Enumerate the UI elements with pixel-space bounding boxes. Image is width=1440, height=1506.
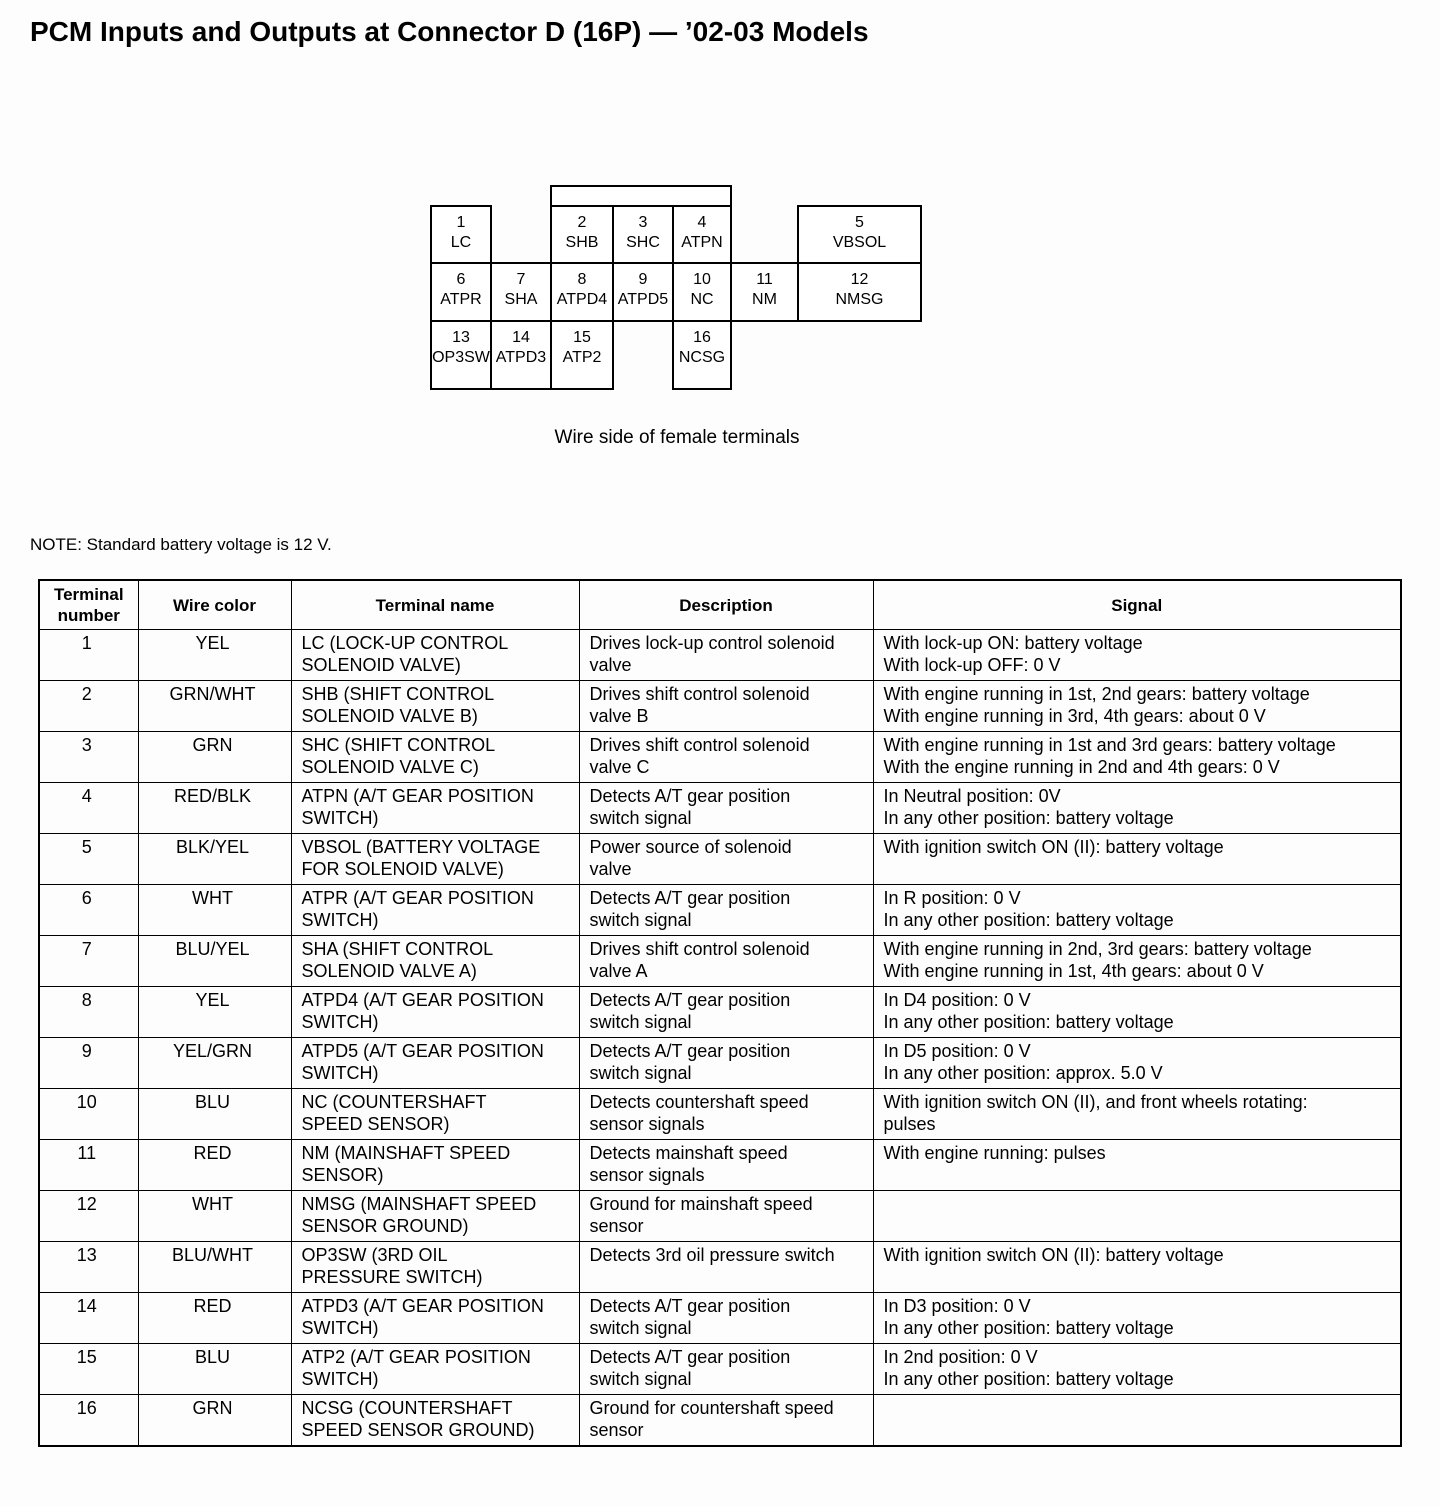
column-header: Terminal name xyxy=(291,580,579,630)
table-row xyxy=(39,630,1401,681)
cell-description: Detects A/T gear position switch signal xyxy=(579,987,873,1038)
cell-terminal-name: VBSOL (BATTERY VOLTAGE FOR SOLENOID VALVE) xyxy=(291,834,579,885)
connector-pin-15 xyxy=(550,320,614,390)
cell-wire-color: WHT xyxy=(138,885,291,936)
cell-description: Detects countershaft speed sensor signals xyxy=(579,1089,873,1140)
pin-label: ATP2 xyxy=(562,349,602,366)
table-row xyxy=(39,783,1401,834)
pin-number: 13 xyxy=(452,329,470,346)
connector-pin-16 xyxy=(672,320,732,390)
terminal-table xyxy=(38,579,1402,1447)
pin-label: SHA xyxy=(504,291,538,308)
cell-terminal-number: 12 xyxy=(39,1191,138,1242)
terminal-table-head xyxy=(39,580,1401,630)
cell-wire-color: RED/BLK xyxy=(138,783,291,834)
page-title: PCM Inputs and Outputs at Connector D (16P) — ’02-03 Models xyxy=(30,16,869,47)
signal-line: In any other position: battery voltage xyxy=(883,1369,1174,1389)
cell-wire-color: GRN xyxy=(138,1395,291,1447)
cell-terminal-name: SHA (SHIFT CONTROL SOLENOID VALVE A) xyxy=(291,936,579,987)
battery-voltage-note: NOTE: Standard battery voltage is 12 V. xyxy=(30,535,332,554)
connector-pin-7 xyxy=(490,262,552,322)
header-row xyxy=(39,580,1401,630)
cell-signal xyxy=(873,1395,1401,1447)
cell-terminal-number: 8 xyxy=(39,987,138,1038)
connector-pin-13 xyxy=(430,320,492,390)
cell-description: Power source of solenoid valve xyxy=(579,834,873,885)
cell-wire-color: BLU xyxy=(138,1089,291,1140)
cell-description: Drives shift control solenoid valve B xyxy=(579,681,873,732)
pin-number: 4 xyxy=(697,214,707,231)
connector-pin-4 xyxy=(672,205,732,264)
cell-wire-color: BLU xyxy=(138,1344,291,1395)
signal-line: With engine running in 1st, 2nd gears: battery voltage xyxy=(883,684,1310,704)
signal-line: With ignition switch ON (II), and front wheels rotating: pulses xyxy=(883,1092,1308,1134)
signal-line: With engine running: pulses xyxy=(883,1143,1106,1163)
cell-terminal-number: 6 xyxy=(39,885,138,936)
cell-terminal-number: 1 xyxy=(39,630,138,681)
cell-wire-color: BLK/YEL xyxy=(138,834,291,885)
cell-signal xyxy=(873,732,1401,783)
cell-terminal-name: ATPD4 (A/T GEAR POSITION SWITCH) xyxy=(291,987,579,1038)
cell-terminal-name: SHB (SHIFT CONTROL SOLENOID VALVE B) xyxy=(291,681,579,732)
cell-terminal-name: ATPD5 (A/T GEAR POSITION SWITCH) xyxy=(291,1038,579,1089)
connector-pin-3 xyxy=(612,205,674,264)
pin-number: 9 xyxy=(638,271,648,288)
signal-line: With ignition switch ON (II): battery voltage xyxy=(883,1245,1224,1265)
signal-line: With lock-up OFF: 0 V xyxy=(883,655,1061,675)
cell-terminal-number: 14 xyxy=(39,1293,138,1344)
signal-line: With engine running in 2nd, 3rd gears: battery voltage xyxy=(883,939,1312,959)
pin-label: LC xyxy=(450,234,472,251)
cell-description: Drives shift control solenoid valve C xyxy=(579,732,873,783)
cell-terminal-number: 15 xyxy=(39,1344,138,1395)
pin-number: 8 xyxy=(577,271,587,288)
cell-terminal-number: 3 xyxy=(39,732,138,783)
cell-wire-color: RED xyxy=(138,1140,291,1191)
cell-wire-color: GRN/WHT xyxy=(138,681,291,732)
table-row xyxy=(39,1344,1401,1395)
cell-signal xyxy=(873,1344,1401,1395)
table-row xyxy=(39,1140,1401,1191)
cell-description: Ground for mainshaft speed sensor xyxy=(579,1191,873,1242)
cell-terminal-name: ATPR (A/T GEAR POSITION SWITCH) xyxy=(291,885,579,936)
signal-line: With engine running in 3rd, 4th gears: about 0 V xyxy=(883,706,1266,726)
signal-line: In any other position: battery voltage xyxy=(883,1318,1174,1338)
cell-terminal-name: OP3SW (3RD OIL PRESSURE SWITCH) xyxy=(291,1242,579,1293)
pin-number: 1 xyxy=(456,214,466,231)
column-header: Description xyxy=(579,580,873,630)
connector-diagram xyxy=(430,185,924,390)
signal-line: In D3 position: 0 V xyxy=(883,1296,1031,1316)
connector-pin-2 xyxy=(550,205,614,264)
cell-terminal-name: SHC (SHIFT CONTROL SOLENOID VALVE C) xyxy=(291,732,579,783)
connector-pin-6 xyxy=(430,262,492,322)
connector-pin-11 xyxy=(730,262,799,322)
signal-line: With the engine running in 2nd and 4th gears: 0 V xyxy=(883,757,1280,777)
cell-description: Ground for countershaft speed sensor xyxy=(579,1395,873,1447)
pin-number: 7 xyxy=(516,271,526,288)
pin-number: 16 xyxy=(693,329,711,346)
cell-terminal-name: ATP2 (A/T GEAR POSITION SWITCH) xyxy=(291,1344,579,1395)
pin-number: 14 xyxy=(512,329,530,346)
cell-terminal-number: 13 xyxy=(39,1242,138,1293)
signal-line: In R position: 0 V xyxy=(883,888,1021,908)
column-header: Signal xyxy=(873,580,1401,630)
table-row xyxy=(39,885,1401,936)
cell-description: Detects 3rd oil pressure switch xyxy=(579,1242,873,1293)
cell-description: Detects A/T gear position switch signal xyxy=(579,1038,873,1089)
pin-number: 3 xyxy=(638,214,648,231)
signal-line: With engine running in 1st and 3rd gears: battery voltage xyxy=(883,735,1336,755)
pin-label: ATPD3 xyxy=(495,349,547,366)
cell-terminal-number: 11 xyxy=(39,1140,138,1191)
cell-signal xyxy=(873,1038,1401,1089)
cell-terminal-name: ATPN (A/T GEAR POSITION SWITCH) xyxy=(291,783,579,834)
signal-line: In any other position: battery voltage xyxy=(883,910,1174,930)
pin-label: ATPD4 xyxy=(556,291,608,308)
connector-pin-10 xyxy=(672,262,732,322)
cell-terminal-number: 9 xyxy=(39,1038,138,1089)
cell-wire-color: YEL/GRN xyxy=(138,1038,291,1089)
pin-label: ATPN xyxy=(681,234,723,251)
signal-line: With ignition switch ON (II): battery voltage xyxy=(883,837,1224,857)
table-row xyxy=(39,1395,1401,1447)
pin-label: NC xyxy=(690,291,714,308)
pin-label: NMSG xyxy=(835,291,884,308)
cell-description: Detects A/T gear position switch signal xyxy=(579,1344,873,1395)
cell-wire-color: YEL xyxy=(138,630,291,681)
table-row xyxy=(39,987,1401,1038)
pin-label: SHB xyxy=(565,234,599,251)
connector-pin-12 xyxy=(797,262,922,322)
cell-signal xyxy=(873,834,1401,885)
cell-description: Detects A/T gear position switch signal xyxy=(579,783,873,834)
cell-signal xyxy=(873,1242,1401,1293)
cell-signal xyxy=(873,987,1401,1038)
cell-terminal-number: 10 xyxy=(39,1089,138,1140)
cell-signal xyxy=(873,681,1401,732)
cell-signal xyxy=(873,1191,1401,1242)
pin-number: 5 xyxy=(855,214,864,231)
cell-description: Drives lock-up control solenoid valve xyxy=(579,630,873,681)
cell-wire-color: YEL xyxy=(138,987,291,1038)
connector-pin-8 xyxy=(550,262,614,322)
signal-line: In D4 position: 0 V xyxy=(883,990,1031,1010)
cell-wire-color: RED xyxy=(138,1293,291,1344)
cell-description: Detects A/T gear position switch signal xyxy=(579,1293,873,1344)
column-header: Terminal number xyxy=(39,580,138,630)
cell-signal xyxy=(873,1293,1401,1344)
pin-number: 12 xyxy=(850,271,869,288)
table-row xyxy=(39,1089,1401,1140)
pin-label: OP3SW xyxy=(432,349,490,366)
connector-pin-14 xyxy=(490,320,552,390)
cell-terminal-number: 5 xyxy=(39,834,138,885)
signal-line: In any other position: battery voltage xyxy=(883,1012,1174,1032)
pin-number: 11 xyxy=(756,271,773,288)
cell-terminal-name: NM (MAINSHAFT SPEED SENSOR) xyxy=(291,1140,579,1191)
table-row xyxy=(39,681,1401,732)
connector-pin-1 xyxy=(430,205,492,264)
signal-line: In D5 position: 0 V xyxy=(883,1041,1031,1061)
pin-label: NM xyxy=(752,291,777,308)
pin-number: 2 xyxy=(577,214,587,231)
cell-terminal-number: 7 xyxy=(39,936,138,987)
pin-label: ATPR xyxy=(440,291,482,308)
cell-signal xyxy=(873,1089,1401,1140)
signal-line: In any other position: approx. 5.0 V xyxy=(883,1063,1163,1083)
pin-label: ATPD5 xyxy=(617,291,669,308)
cell-terminal-number: 2 xyxy=(39,681,138,732)
cell-terminal-name: LC (LOCK-UP CONTROL SOLENOID VALVE) xyxy=(291,630,579,681)
connector-caption: Wire side of female terminals xyxy=(554,427,800,448)
cell-terminal-name: ATPD3 (A/T GEAR POSITION SWITCH) xyxy=(291,1293,579,1344)
pin-number: 15 xyxy=(573,329,591,346)
cell-description: Detects mainshaft speed sensor signals xyxy=(579,1140,873,1191)
signal-line: In Neutral position: 0V xyxy=(883,786,1061,806)
cell-terminal-number: 16 xyxy=(39,1395,138,1447)
cell-signal xyxy=(873,936,1401,987)
cell-signal xyxy=(873,783,1401,834)
signal-line: With lock-up ON: battery voltage xyxy=(883,633,1143,653)
table-row xyxy=(39,834,1401,885)
pin-label: NCSG xyxy=(678,349,726,366)
cell-wire-color: GRN xyxy=(138,732,291,783)
connector-key-tab xyxy=(550,185,732,207)
cell-description: Drives shift control solenoid valve A xyxy=(579,936,873,987)
table-row xyxy=(39,936,1401,987)
cell-wire-color: BLU/WHT xyxy=(138,1242,291,1293)
cell-wire-color: WHT xyxy=(138,1191,291,1242)
signal-line: With engine running in 1st, 4th gears: about 0 V xyxy=(883,961,1264,981)
table-row xyxy=(39,1191,1401,1242)
connector-pin-5 xyxy=(797,205,922,264)
pin-label: SHC xyxy=(626,234,660,251)
pin-label: VBSOL xyxy=(832,234,887,251)
terminal-table-body xyxy=(39,630,1401,1447)
table-row xyxy=(39,1293,1401,1344)
pin-number: 10 xyxy=(693,271,711,288)
connector-pin-9 xyxy=(612,262,674,322)
cell-terminal-number: 4 xyxy=(39,783,138,834)
cell-signal xyxy=(873,630,1401,681)
cell-description: Detects A/T gear position switch signal xyxy=(579,885,873,936)
cell-signal xyxy=(873,885,1401,936)
column-header: Wire color xyxy=(138,580,291,630)
pin-number: 6 xyxy=(456,271,466,288)
signal-line: In 2nd position: 0 V xyxy=(883,1347,1038,1367)
signal-line: In any other position: battery voltage xyxy=(883,808,1174,828)
cell-terminal-name: NCSG (COUNTERSHAFT SPEED SENSOR GROUND) xyxy=(291,1395,579,1447)
table-row xyxy=(39,1242,1401,1293)
table-row xyxy=(39,1038,1401,1089)
cell-wire-color: BLU/YEL xyxy=(138,936,291,987)
cell-signal xyxy=(873,1140,1401,1191)
cell-terminal-name: NC (COUNTERSHAFT SPEED SENSOR) xyxy=(291,1089,579,1140)
table-row xyxy=(39,732,1401,783)
cell-terminal-name: NMSG (MAINSHAFT SPEED SENSOR GROUND) xyxy=(291,1191,579,1242)
